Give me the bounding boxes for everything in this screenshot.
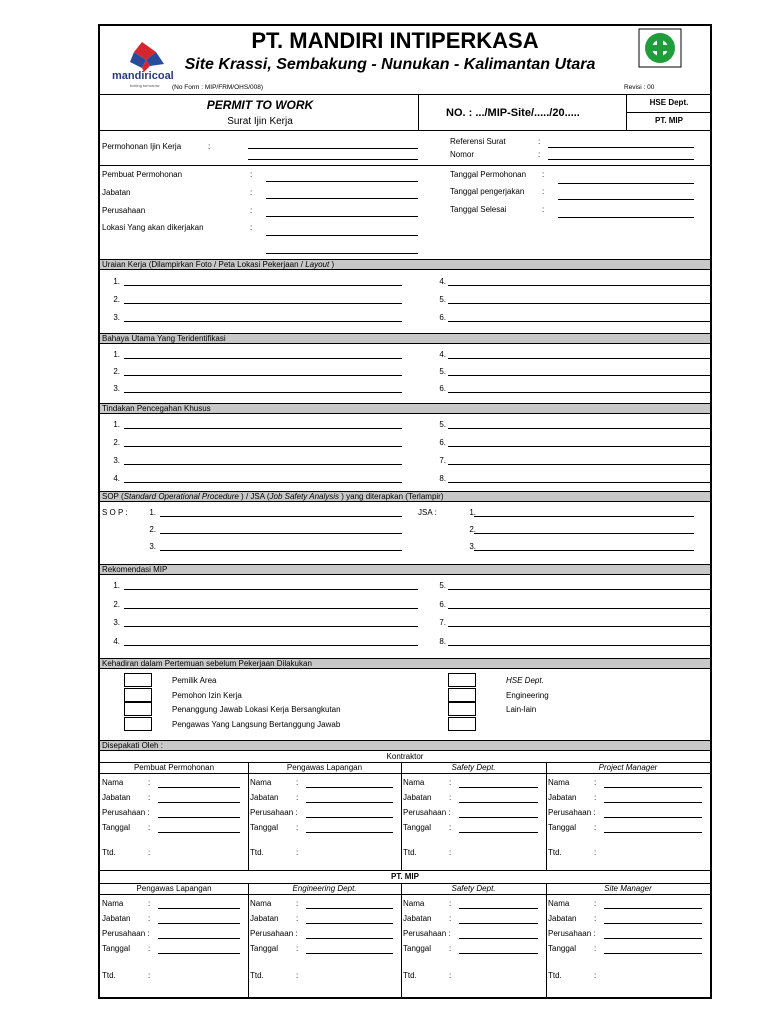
bahaya-number-1: 1. <box>113 350 120 359</box>
kontraktor-perusahaan-line-4[interactable] <box>604 817 702 818</box>
rekomendasi-number-5: 5. <box>439 581 446 590</box>
mip-jabatan-label-2: Jabatan <box>250 914 279 923</box>
jsa-number-3: 3. <box>469 542 476 551</box>
attendance-checkbox-right-2[interactable] <box>448 688 476 702</box>
tindakan-number-1: 1. <box>113 420 120 429</box>
kontraktor-perusahaan-line-3[interactable] <box>459 817 538 818</box>
attendance-label-right-3: Lain-lain <box>506 705 537 714</box>
attendance-label-right-1: HSE Dept. <box>506 676 544 685</box>
tindakan-line-4[interactable] <box>124 482 402 483</box>
mip-ttd-label-4: Ttd. <box>548 971 562 980</box>
tindakan-number-6: 6. <box>439 438 446 447</box>
lokasi-label: Lokasi Yang akan dikerjakan <box>102 223 204 232</box>
mip-nama-label-3: Nama <box>403 899 425 908</box>
bahaya-line-1[interactable] <box>124 358 402 359</box>
kontraktor-jabatan-label-1: Jabatan <box>102 793 131 802</box>
kontraktor-title: Kontraktor <box>386 752 424 761</box>
safety-cross-logo <box>638 28 682 68</box>
attendance-label-left-2: Pemohon Izin Kerja <box>172 690 242 700</box>
mip-col-header-2: Engineering Dept. <box>292 884 357 893</box>
uraian-section-header: Uraian Kerja (Dilampirkan Foto / Peta Lokasi Pekerjaan / Layout ) <box>100 259 710 270</box>
mip-tanggal-label-3: Tanggal <box>403 944 432 953</box>
tindakan-number-4: 4. <box>113 474 120 483</box>
attendance-checkbox-left-2[interactable] <box>124 688 152 702</box>
mip-nama-label-1: Nama <box>102 899 124 908</box>
logo-text: mandiricoal <box>112 70 174 82</box>
kontraktor-jabatan-label-2: Jabatan <box>250 793 279 802</box>
disepakati-section-header: Disepakati Oleh : <box>100 740 710 751</box>
attendance-checkbox-left-1[interactable] <box>124 673 152 687</box>
rekomendasi-line-1[interactable] <box>124 589 418 590</box>
sop-section-header: SOP (Standard Operational Procedure ) / JSA (Job Safety Analysis ) yang diterapkan (Terlampir) <box>100 491 710 502</box>
permit-title: PERMIT TO WORK <box>206 98 314 112</box>
rekomendasi-line-5[interactable] <box>448 589 710 590</box>
mip-col-header-3: Safety Dept. <box>451 884 496 893</box>
mip-perusahaan-line-3[interactable] <box>459 938 538 939</box>
revision: Revisi : 00 <box>624 84 655 91</box>
kontraktor-tanggal-label-3: Tanggal <box>403 823 432 832</box>
hse-dept: HSE Dept. <box>649 98 689 107</box>
mip-tanggal-label-4: Tanggal <box>548 944 577 953</box>
bahaya-line-6[interactable] <box>448 392 710 393</box>
rekomendasi-number-7: 7. <box>439 618 446 627</box>
uraian-number-1: 1. <box>113 277 120 286</box>
mip-tanggal-line-4[interactable] <box>604 953 702 954</box>
sop-number-3: 3. <box>149 542 156 551</box>
uraian-number-6: 6. <box>439 313 446 322</box>
mip-jabatan-label-4: Jabatan <box>548 914 577 923</box>
rekomendasi-number-4: 4. <box>113 636 120 646</box>
kontraktor-nama-label-2: Nama <box>250 778 272 787</box>
bahaya-number-2: 2. <box>113 367 120 376</box>
kontraktor-ttd-label-2: Ttd. <box>250 848 264 857</box>
rekomendasi-line-4[interactable] <box>124 645 418 646</box>
attendance-label-right-2: Engineering <box>506 690 549 700</box>
tindakan-line-8[interactable] <box>448 482 710 483</box>
jsa-label: JSA : <box>418 508 437 517</box>
mip-jabatan-line-4[interactable] <box>604 923 702 924</box>
mip-nama-line-3[interactable] <box>459 908 538 909</box>
tgl-selesai-label: Tanggal Selesai <box>450 205 507 214</box>
sop-line-2[interactable] <box>160 533 402 534</box>
uraian-line-6[interactable] <box>448 321 710 322</box>
tgl-pengerjakan-label: Tanggal pengerjakan <box>450 187 525 196</box>
kontraktor-tanggal-line-1[interactable] <box>158 832 240 833</box>
attendance-checkbox-left-4[interactable] <box>124 717 152 731</box>
kontraktor-perusahaan-label-1: Perusahaan : <box>102 808 150 817</box>
attendance-checkbox-right-1[interactable] <box>448 673 476 687</box>
jsa-line-1[interactable] <box>474 516 694 517</box>
permohonan-line-2[interactable] <box>248 159 418 160</box>
mip-tanggal-line-2[interactable] <box>306 953 393 954</box>
uraian-line-5[interactable] <box>448 303 710 304</box>
bahaya-line-2[interactable] <box>124 375 402 376</box>
mip-nama-label-2: Nama <box>250 899 272 908</box>
bahaya-number-6: 6. <box>439 384 446 393</box>
pembuat-label: Pembuat Permohonan <box>102 170 183 179</box>
rekomendasi-line-8[interactable] <box>448 645 710 646</box>
kontraktor-nama-label-4: Nama <box>548 778 570 787</box>
bahaya-line-5[interactable] <box>448 375 710 376</box>
form-number: (No Form : MIP/FRM/OHS/008) <box>172 84 264 91</box>
kontraktor-perusahaan-label-3: Perusahaan : <box>403 808 451 817</box>
jsa-line-3[interactable] <box>474 550 694 551</box>
mip-tanggal-label-2: Tanggal <box>250 944 279 953</box>
rekomendasi-number-3: 3. <box>113 618 120 627</box>
rekomendasi-number-6: 6. <box>439 599 446 609</box>
attendance-checkbox-left-3[interactable] <box>124 702 152 716</box>
kontraktor-tanggal-label-1: Tanggal <box>102 823 131 832</box>
referensi-label: Referensi Surat <box>450 137 506 146</box>
mip-nama-line-1[interactable] <box>158 908 240 909</box>
bahaya-number-3: 3. <box>113 384 120 393</box>
company-name: PT. MANDIRI INTIPERKASA <box>251 28 539 53</box>
mip-jabatan-label-3: Jabatan <box>403 914 432 923</box>
lokasi-line-2[interactable] <box>266 253 418 254</box>
permit-number: NO. : .../MIP-Site/...../20..... <box>446 107 580 119</box>
mip-tanggal-line-1[interactable] <box>158 953 240 954</box>
tgl-permohonan-line[interactable] <box>558 183 694 184</box>
attendance-label-left-3: Penanggung Jawab Lokasi Kerja Bersangkutan <box>172 705 341 714</box>
bahaya-number-5: 5. <box>439 367 446 376</box>
uraian-number-5: 5. <box>439 295 446 304</box>
tindakan-line-7[interactable] <box>448 464 710 465</box>
rekomendasi-section-header: Rekomendasi MIP <box>100 564 710 575</box>
pembuat-line[interactable] <box>266 181 418 182</box>
mip-nama-line-4[interactable] <box>604 908 702 909</box>
bahaya-number-4: 4. <box>439 350 446 359</box>
bahaya-line-3[interactable] <box>124 392 402 393</box>
jsa-line-2[interactable] <box>474 533 694 534</box>
kontraktor-nama-line-2[interactable] <box>306 787 393 788</box>
mip-tanggal-line-3[interactable] <box>459 953 538 954</box>
mip-ttd-label-2: Ttd. <box>250 971 264 980</box>
rekomendasi-line-7[interactable] <box>448 626 710 627</box>
bahaya-line-4[interactable] <box>448 358 710 359</box>
nomor-label: Nomor <box>450 150 475 159</box>
uraian-line-4[interactable] <box>448 285 710 286</box>
attendance-checkbox-right-3[interactable] <box>448 702 476 716</box>
uraian-number-3: 3. <box>113 313 120 322</box>
mip-col-header-4: Site Manager <box>604 884 652 893</box>
mip-tanggal-label-1: Tanggal <box>102 944 131 953</box>
sop-number-2: 2. <box>149 525 156 534</box>
mip-nama-label-4: Nama <box>548 899 570 908</box>
mip-jabatan-line-3[interactable] <box>459 923 538 924</box>
kontraktor-col-header-1: Pembuat Permohonan <box>133 763 215 772</box>
tindakan-line-2[interactable] <box>124 446 402 447</box>
sop-line-3[interactable] <box>160 550 402 551</box>
kontraktor-jabatan-label-4: Jabatan <box>548 793 577 802</box>
kontraktor-nama-label-1: Nama <box>102 778 124 787</box>
kontraktor-tanggal-label-4: Tanggal <box>548 823 577 832</box>
lokasi-line-1[interactable] <box>266 235 418 236</box>
tgl-selesai-line[interactable] <box>558 217 694 218</box>
sop-line-1[interactable] <box>160 516 402 517</box>
sop-label: S O P : <box>102 508 128 517</box>
rekomendasi-number-1: 1. <box>113 581 120 590</box>
uraian-number-4: 4. <box>439 277 446 286</box>
attendance-checkbox-right-4[interactable] <box>448 717 476 731</box>
kontraktor-jabatan-line-2[interactable] <box>306 802 393 803</box>
rekomendasi-line-2[interactable] <box>124 608 418 609</box>
kontraktor-jabatan-label-3: Jabatan <box>403 793 432 802</box>
kontraktor-perusahaan-label-2: Perusahaan : <box>250 808 298 817</box>
permit-subtitle: Surat Ijin Kerja <box>227 116 293 127</box>
kontraktor-tanggal-line-4[interactable] <box>604 832 702 833</box>
kehadiran-section-header: Kehadiran dalam Pertemuan sebelum Pekerjaan Dilakukan <box>100 658 710 669</box>
tindakan-number-2: 2. <box>113 438 120 447</box>
rekomendasi-number-8: 8. <box>439 636 446 646</box>
tindakan-section-header: Tindakan Pencegahan Khusus <box>100 403 710 414</box>
mip-col-header-1: Pengawas Lapangan <box>136 884 212 893</box>
tindakan-line-5[interactable] <box>448 428 710 429</box>
permohonan-label: Permohonan Ijin Kerja <box>102 142 182 151</box>
kontraktor-tanggal-line-2[interactable] <box>306 832 393 833</box>
kontraktor-perusahaan-line-2[interactable] <box>306 817 393 818</box>
mip-perusahaan-label-2: Perusahaan : <box>250 929 298 938</box>
mip-jabatan-line-1[interactable] <box>158 923 240 924</box>
kontraktor-ttd-label-3: Ttd. <box>403 848 417 857</box>
mip-perusahaan-label-4: Perusahaan : <box>548 929 596 938</box>
nomor-line[interactable] <box>548 159 694 160</box>
mip-perusahaan-label-3: Perusahaan : <box>403 929 451 938</box>
tindakan-line-1[interactable] <box>124 428 402 429</box>
kontraktor-perusahaan-label-4: Perusahaan : <box>548 808 596 817</box>
tindakan-line-6[interactable] <box>448 446 710 447</box>
tindakan-line-3[interactable] <box>124 464 402 465</box>
site-name: Site Krassi, Sembakung - Nunukan - Kalimantan Utara <box>184 56 596 73</box>
mip-perusahaan-line-2[interactable] <box>306 938 393 939</box>
rekomendasi-line-6[interactable] <box>448 608 710 609</box>
jsa-number-1: 1. <box>469 508 476 517</box>
jabatan-line[interactable] <box>266 198 418 199</box>
tindakan-number-5: 5. <box>439 420 446 429</box>
mip-perusahaan-line-4[interactable] <box>604 938 702 939</box>
jsa-number-2: 2. <box>469 525 476 534</box>
kontraktor-nama-line-3[interactable] <box>459 787 538 788</box>
kontraktor-nama-label-3: Nama <box>403 778 425 787</box>
attendance-label-left-1: Pemilik Area <box>172 676 217 685</box>
mip-jabatan-line-2[interactable] <box>306 923 393 924</box>
mip-title: PT. MIP <box>390 872 419 881</box>
kontraktor-nama-line-1[interactable] <box>158 787 240 788</box>
tindakan-number-7: 7. <box>439 456 446 465</box>
sop-number-1: 1. <box>149 508 156 517</box>
perusahaan-line[interactable] <box>266 216 418 217</box>
tindakan-number-3: 3. <box>113 456 120 465</box>
kontraktor-jabatan-line-3[interactable] <box>459 802 538 803</box>
permohonan-line-1[interactable] <box>248 148 418 149</box>
kontraktor-tanggal-line-3[interactable] <box>459 832 538 833</box>
referensi-line[interactable] <box>548 147 694 148</box>
mip-nama-line-2[interactable] <box>306 908 393 909</box>
kontraktor-nama-line-4[interactable] <box>604 787 702 788</box>
uraian-line-2[interactable] <box>124 303 402 304</box>
kontraktor-perusahaan-line-1[interactable] <box>158 817 240 818</box>
rekomendasi-number-2: 2. <box>113 599 120 609</box>
rekomendasi-line-3[interactable] <box>124 626 418 627</box>
uraian-number-2: 2. <box>113 295 120 304</box>
jabatan-label: Jabatan <box>102 188 131 197</box>
mip-jabatan-label-1: Jabatan <box>102 914 131 923</box>
kontraktor-jabatan-line-1[interactable] <box>158 802 240 803</box>
bahaya-section-header: Bahaya Utama Yang Teridentifikasi <box>100 333 710 344</box>
kontraktor-tanggal-label-2: Tanggal <box>250 823 279 832</box>
tindakan-number-8: 8. <box>439 474 446 483</box>
dept-company: PT. MIP <box>654 116 683 125</box>
mip-ttd-label-3: Ttd. <box>403 971 417 980</box>
perusahaan-label: Perusahaan <box>102 206 146 215</box>
permit-form: mandiricoal fueling tomorrow PT. MANDIRI INTIPERKASA Site Krassi, Sembakung - Nunukan - Kalimantan Utara (No Form : MIP/FRM/OHS/008) Revisi : 00 PERMIT TO WORK Surat Ijin Kerja NO. : .../MIP-Site/...../20..... HSE Dept. PT. MIP Permohonan Ijin Kerja : Referensi Surat : Nomor : Pembuat Permohonan : Jabatan : Perusahaan : Lokasi Yang akan dikerjakan : Tanggal Permohonan : Tanggal pengerjakan : Tanggal Selesai : Uraian Kerja (Dilampirkan Foto / Peta Lokasi Pekerjaan / Layout ) Bahaya Utama Yang Teridentifikasi Tindakan Pencegahan Khusus SOP (Standard Operational Procedure ) / JSA (Job Safety Analysis ) yang diterapkan (Terlampir) S O P : JSA : Rekomendasi MIP Kehadiran dalam Pertemuan sebelum Pekerjaan Dilakukan Disepakati Oleh : Kontraktor PT. MIP 1. 2. 3. 4. 5. 6. 1. 2. 3. 4. 5. 6. 1. 2. 3. 4. 5. 6. 7. 8. 1. 2. 3. 4. 5. 6. 7. 8. 1. 1. 2. 2. 3. 3. Pemilik Area Pemohon Izin Kerja Penanggung Jawab Lokasi Kerja Bersangkutan Pengawas Yang Langsung Bertanggung Jawab HSE Dept. Engineering Lain-lain Pembuat Permohonan Pengawas Lapangan Safety Dept. Project Manager Nama : Jabatan : Perusahaan : Tanggal : Ttd. : Nama : Jabatan : Perusahaan : Tanggal : Ttd. : Nama : Jabatan : Perusahaan : Tanggal : Ttd. : Nama : Jabatan : Perusahaan : Tanggal : Ttd. : Pengawas Lapangan Engineering Dept. Safety Dept. Site Manager Nama : Jabatan : Perusahaan : Tanggal : Ttd. : Nama : Jabatan : Perusahaan : Tanggal : Ttd. : Nama : Jabatan : Perusahaan : Tanggal : Ttd. : Nama : Jabatan : Perusahaan : Tanggal : Ttd. : <box>98 24 712 999</box>
mip-perusahaan-line-1[interactable] <box>158 938 240 939</box>
tgl-pengerjakan-line[interactable] <box>558 199 694 200</box>
attendance-label-left-4: Pengawas Yang Langsung Bertanggung Jawab <box>172 719 341 729</box>
kontraktor-col-header-3: Safety Dept. <box>451 763 496 772</box>
tgl-permohonan-label: Tanggal Permohonan <box>450 170 527 179</box>
kontraktor-col-header-4: Project Manager <box>598 763 658 772</box>
mip-perusahaan-label-1: Perusahaan : <box>102 929 150 938</box>
uraian-line-3[interactable] <box>124 321 402 322</box>
logo-tagline: fueling tomorrow <box>130 83 160 88</box>
kontraktor-ttd-label-4: Ttd. <box>548 848 562 857</box>
uraian-line-1[interactable] <box>124 285 402 286</box>
kontraktor-jabatan-line-4[interactable] <box>604 802 702 803</box>
kontraktor-ttd-label-1: Ttd. <box>102 848 116 857</box>
mip-ttd-label-1: Ttd. <box>102 971 116 980</box>
kontraktor-col-header-2: Pengawas Lapangan <box>286 763 363 772</box>
